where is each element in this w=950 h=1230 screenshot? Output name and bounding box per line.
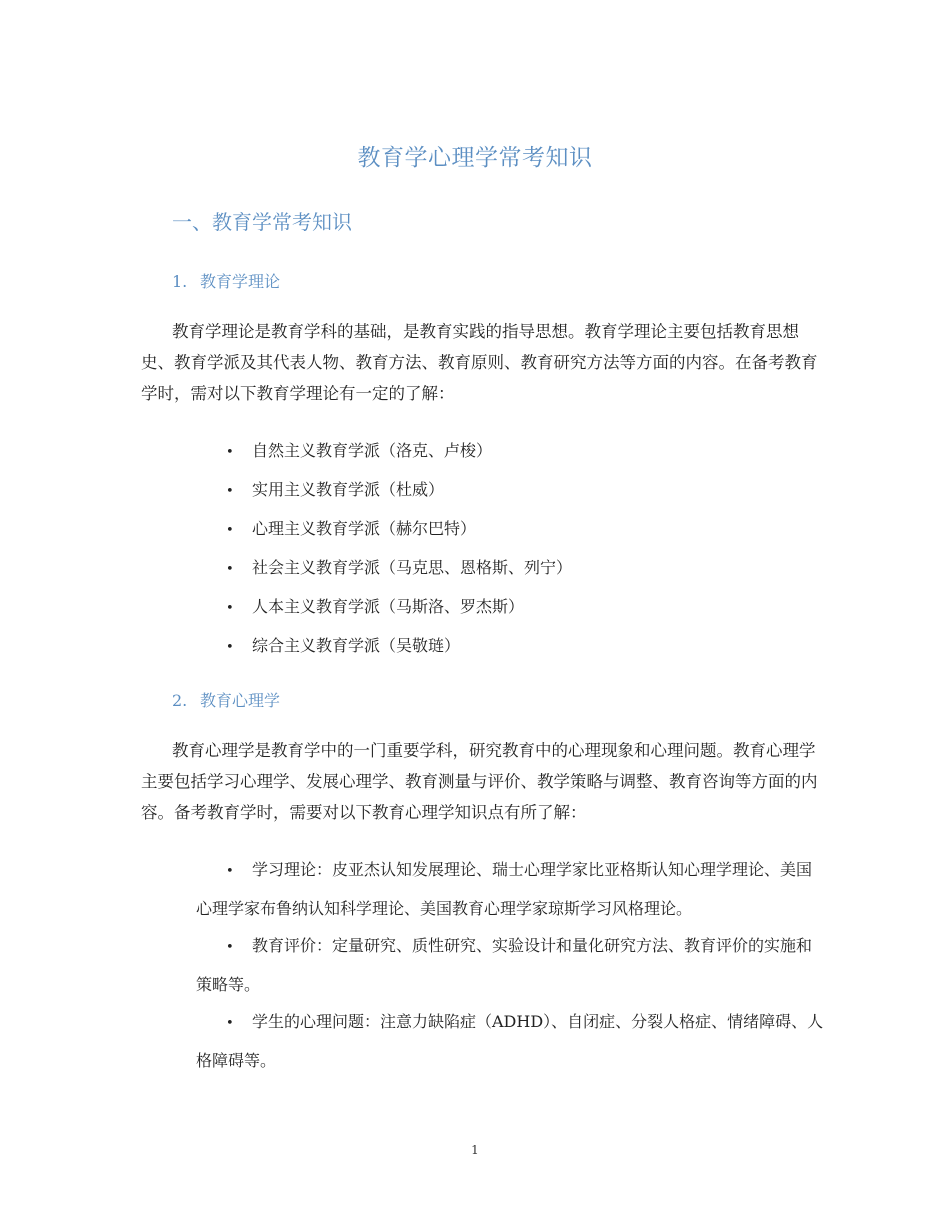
page-number: 1 [471, 1143, 479, 1157]
subsection-number: 2. [172, 691, 188, 710]
list-item: • 社会主义教育学派（马克思、恩格斯、列宁） [226, 548, 572, 587]
subsection-number: 1. [172, 272, 188, 291]
bullet-icon: • [226, 940, 234, 955]
subsection-heading-psychology [172, 689, 280, 713]
bullet-icon: • [226, 484, 234, 499]
subsection-title: 教育心理学 [200, 691, 281, 710]
bullet-icon: • [226, 562, 234, 577]
paragraph-psychology: 教育心理学是教育学中的一门重要学科，研究教育中的心理现象和心理问题。教育心理学主要包括学习心理学、发展心理学、教育测量与评价、教学策略与调整、教育咨询等方面的内容。备考教育学时，需要对以下教育心理学知识点有所了解： [141, 741, 818, 822]
bullet-icon: • [226, 1016, 234, 1031]
list-item: • 学生的心理问题：注意力缺陷症（ADHD）、自闭症、分裂人格症、情绪障碍、人格障碍等。 [196, 1003, 826, 1079]
list-item: • 自然主义教育学派（洛克、卢梭） [226, 431, 572, 470]
list-item: • 实用主义教育学派（杜威） [226, 470, 572, 509]
document-title: 教育学心理学常考知识 [357, 145, 593, 171]
list-item: • 综合主义教育学派（吴敬琏） [226, 626, 572, 665]
bullet-icon: • [226, 601, 234, 616]
paragraph-theory: 教育学理论是教育学科的基础，是教育实践的指导思想。教育学理论主要包括教育思想史、教育学派及其代表人物、教育方法、教育原则、教育研究方法等方面的内容。在备考教育学时，需对以下教育学理论有一定的了解： [141, 322, 818, 403]
bullet-icon: • [226, 445, 234, 460]
list-item: • 心理主义教育学派（赫尔巴特） [226, 509, 572, 548]
list-item: • 教育评价：定量研究、质性研究、实验设计和量化研究方法、教育评价的实施和策略等。 [196, 927, 826, 1003]
subsection-heading-theory [172, 270, 280, 294]
list-item: • 学习理论：皮亚杰认知发展理论、瑞士心理学家比亚格斯认知心理学理论、美国心理学家布鲁纳认知科学理论、美国教育心理学家琼斯学习风格理论。 [196, 851, 826, 927]
bullet-list-psychology [196, 851, 826, 1079]
subsection-title: 教育学理论 [200, 272, 281, 291]
list-item: • 人本主义教育学派（马斯洛、罗杰斯） [226, 587, 572, 626]
section-heading-education: 一、教育学常考知识 [172, 210, 352, 234]
bullet-icon: • [226, 523, 234, 538]
bullet-icon: • [226, 864, 234, 879]
bullet-list-schools [226, 431, 572, 665]
bullet-icon: • [226, 640, 234, 655]
